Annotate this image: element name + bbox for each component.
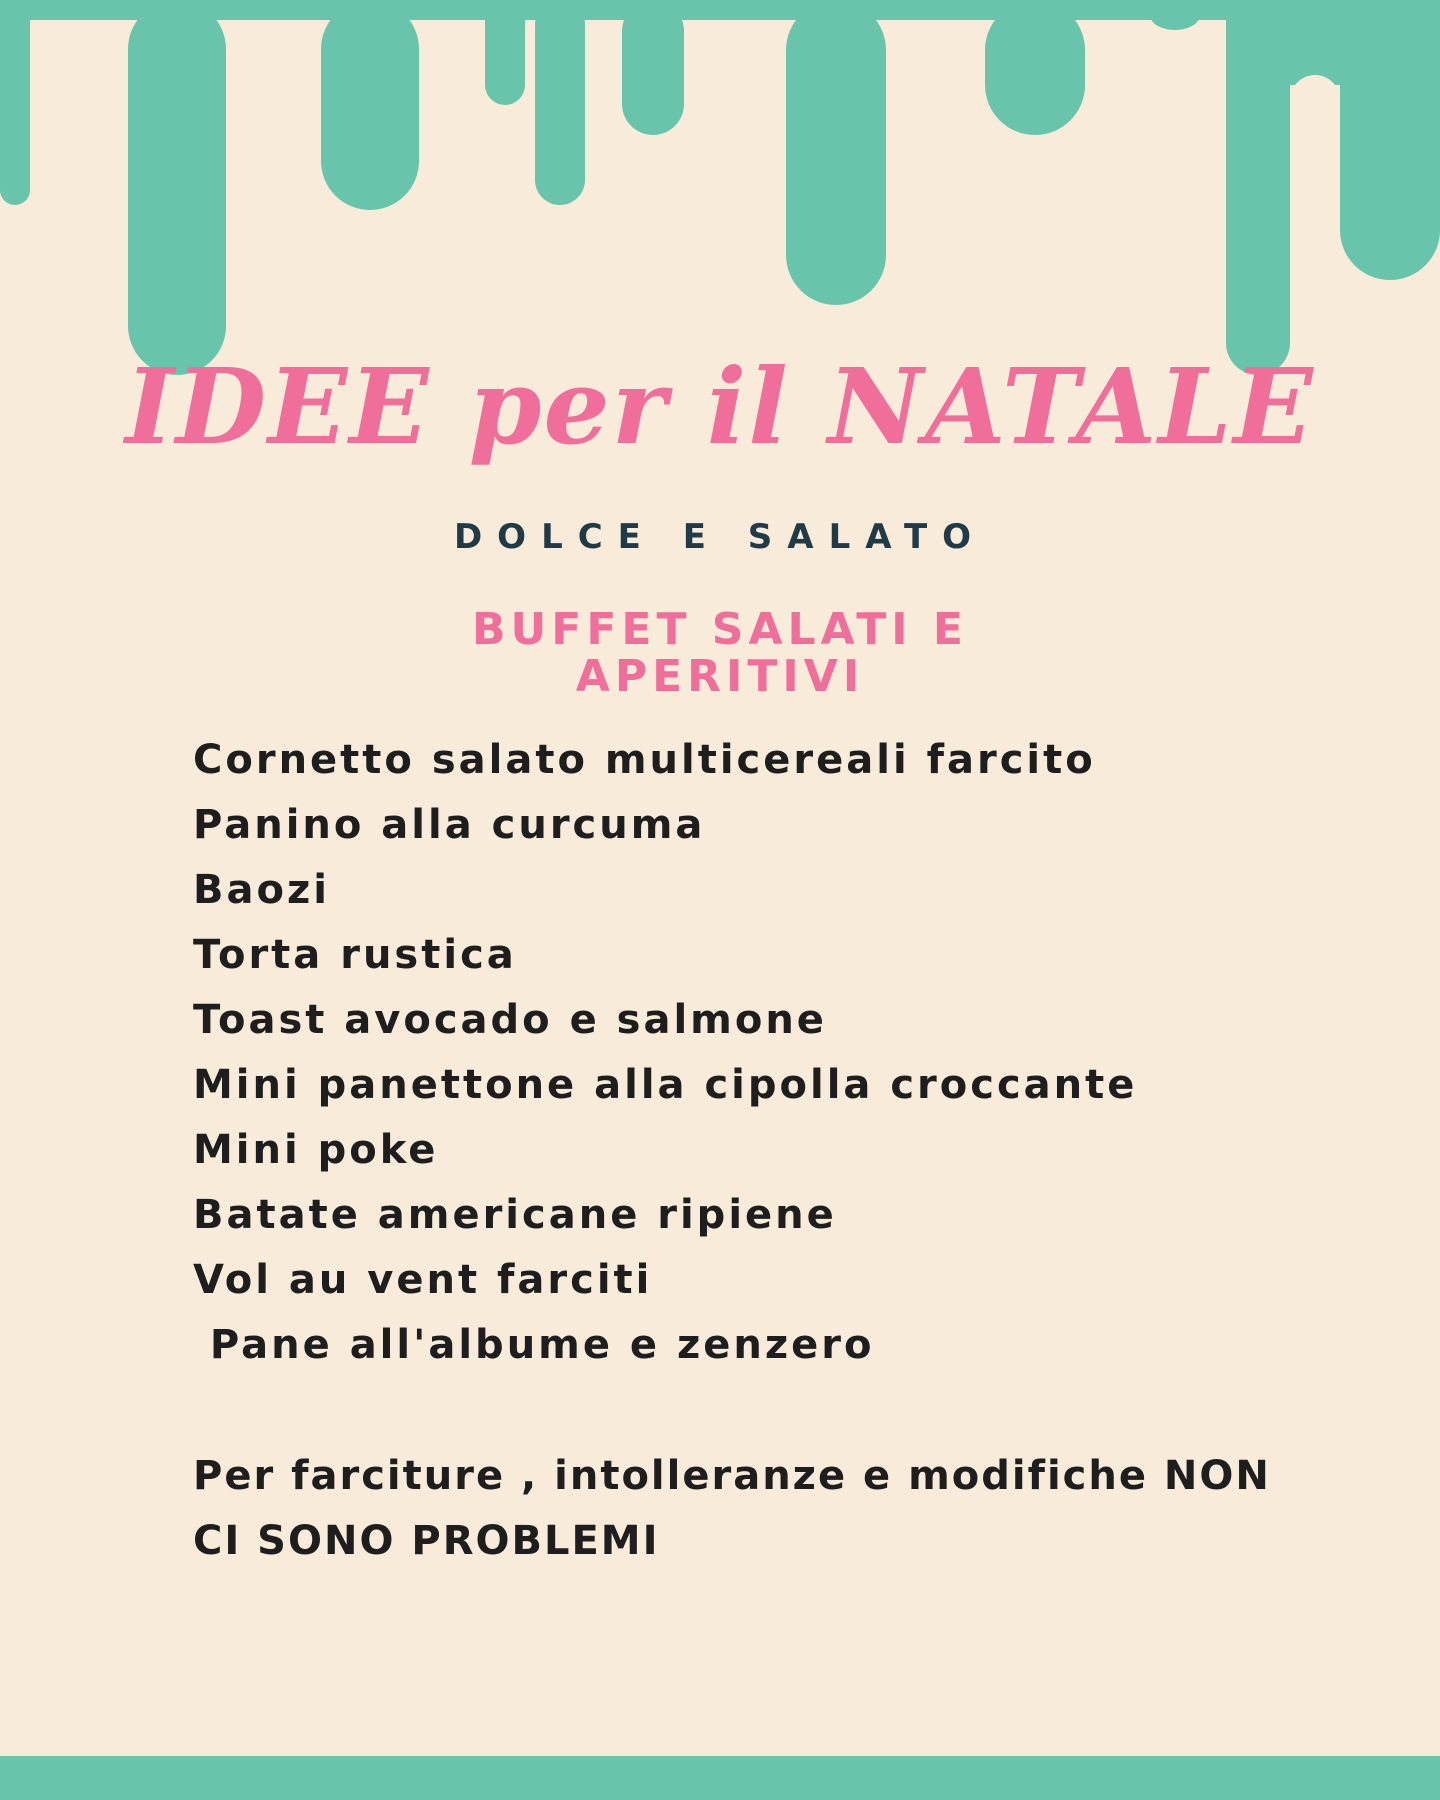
- drip-decoration: [0, 0, 1440, 400]
- note-line-1: Per farciture , intolleranze e modifiche NON: [193, 1453, 1271, 1499]
- menu-item: Pane all'albume e zenzero: [193, 1322, 875, 1368]
- bottom-band: [0, 1756, 1440, 1800]
- menu-item: Toast avocado e salmone: [193, 997, 827, 1043]
- page-title: IDEE per il NATALE: [125, 345, 1315, 468]
- menu-item: Vol au vent farciti: [193, 1257, 653, 1303]
- note-line-2: CI SONO PROBLEMI: [193, 1518, 660, 1564]
- menu-list: [193, 728, 1137, 1378]
- section-heading-line-2: APERITIVI: [575, 651, 865, 702]
- menu-item: Cornetto salato multicereali farcito: [193, 737, 1096, 783]
- customization-note: [193, 1444, 1313, 1574]
- menu-item: Baozi: [193, 867, 330, 913]
- section-heading-line-1: BUFFET SALATI E: [472, 604, 968, 655]
- menu-item: Mini panettone alla cipolla croccante: [193, 1062, 1138, 1108]
- page-subtitle: DOLCE E SALATO: [453, 517, 987, 557]
- menu-item: Mini poke: [193, 1127, 439, 1173]
- menu-item: Batate americane ripiene: [193, 1192, 837, 1238]
- section-heading: [420, 606, 1020, 700]
- menu-item: Panino alla curcuma: [193, 802, 706, 848]
- menu-item: Torta rustica: [193, 932, 517, 978]
